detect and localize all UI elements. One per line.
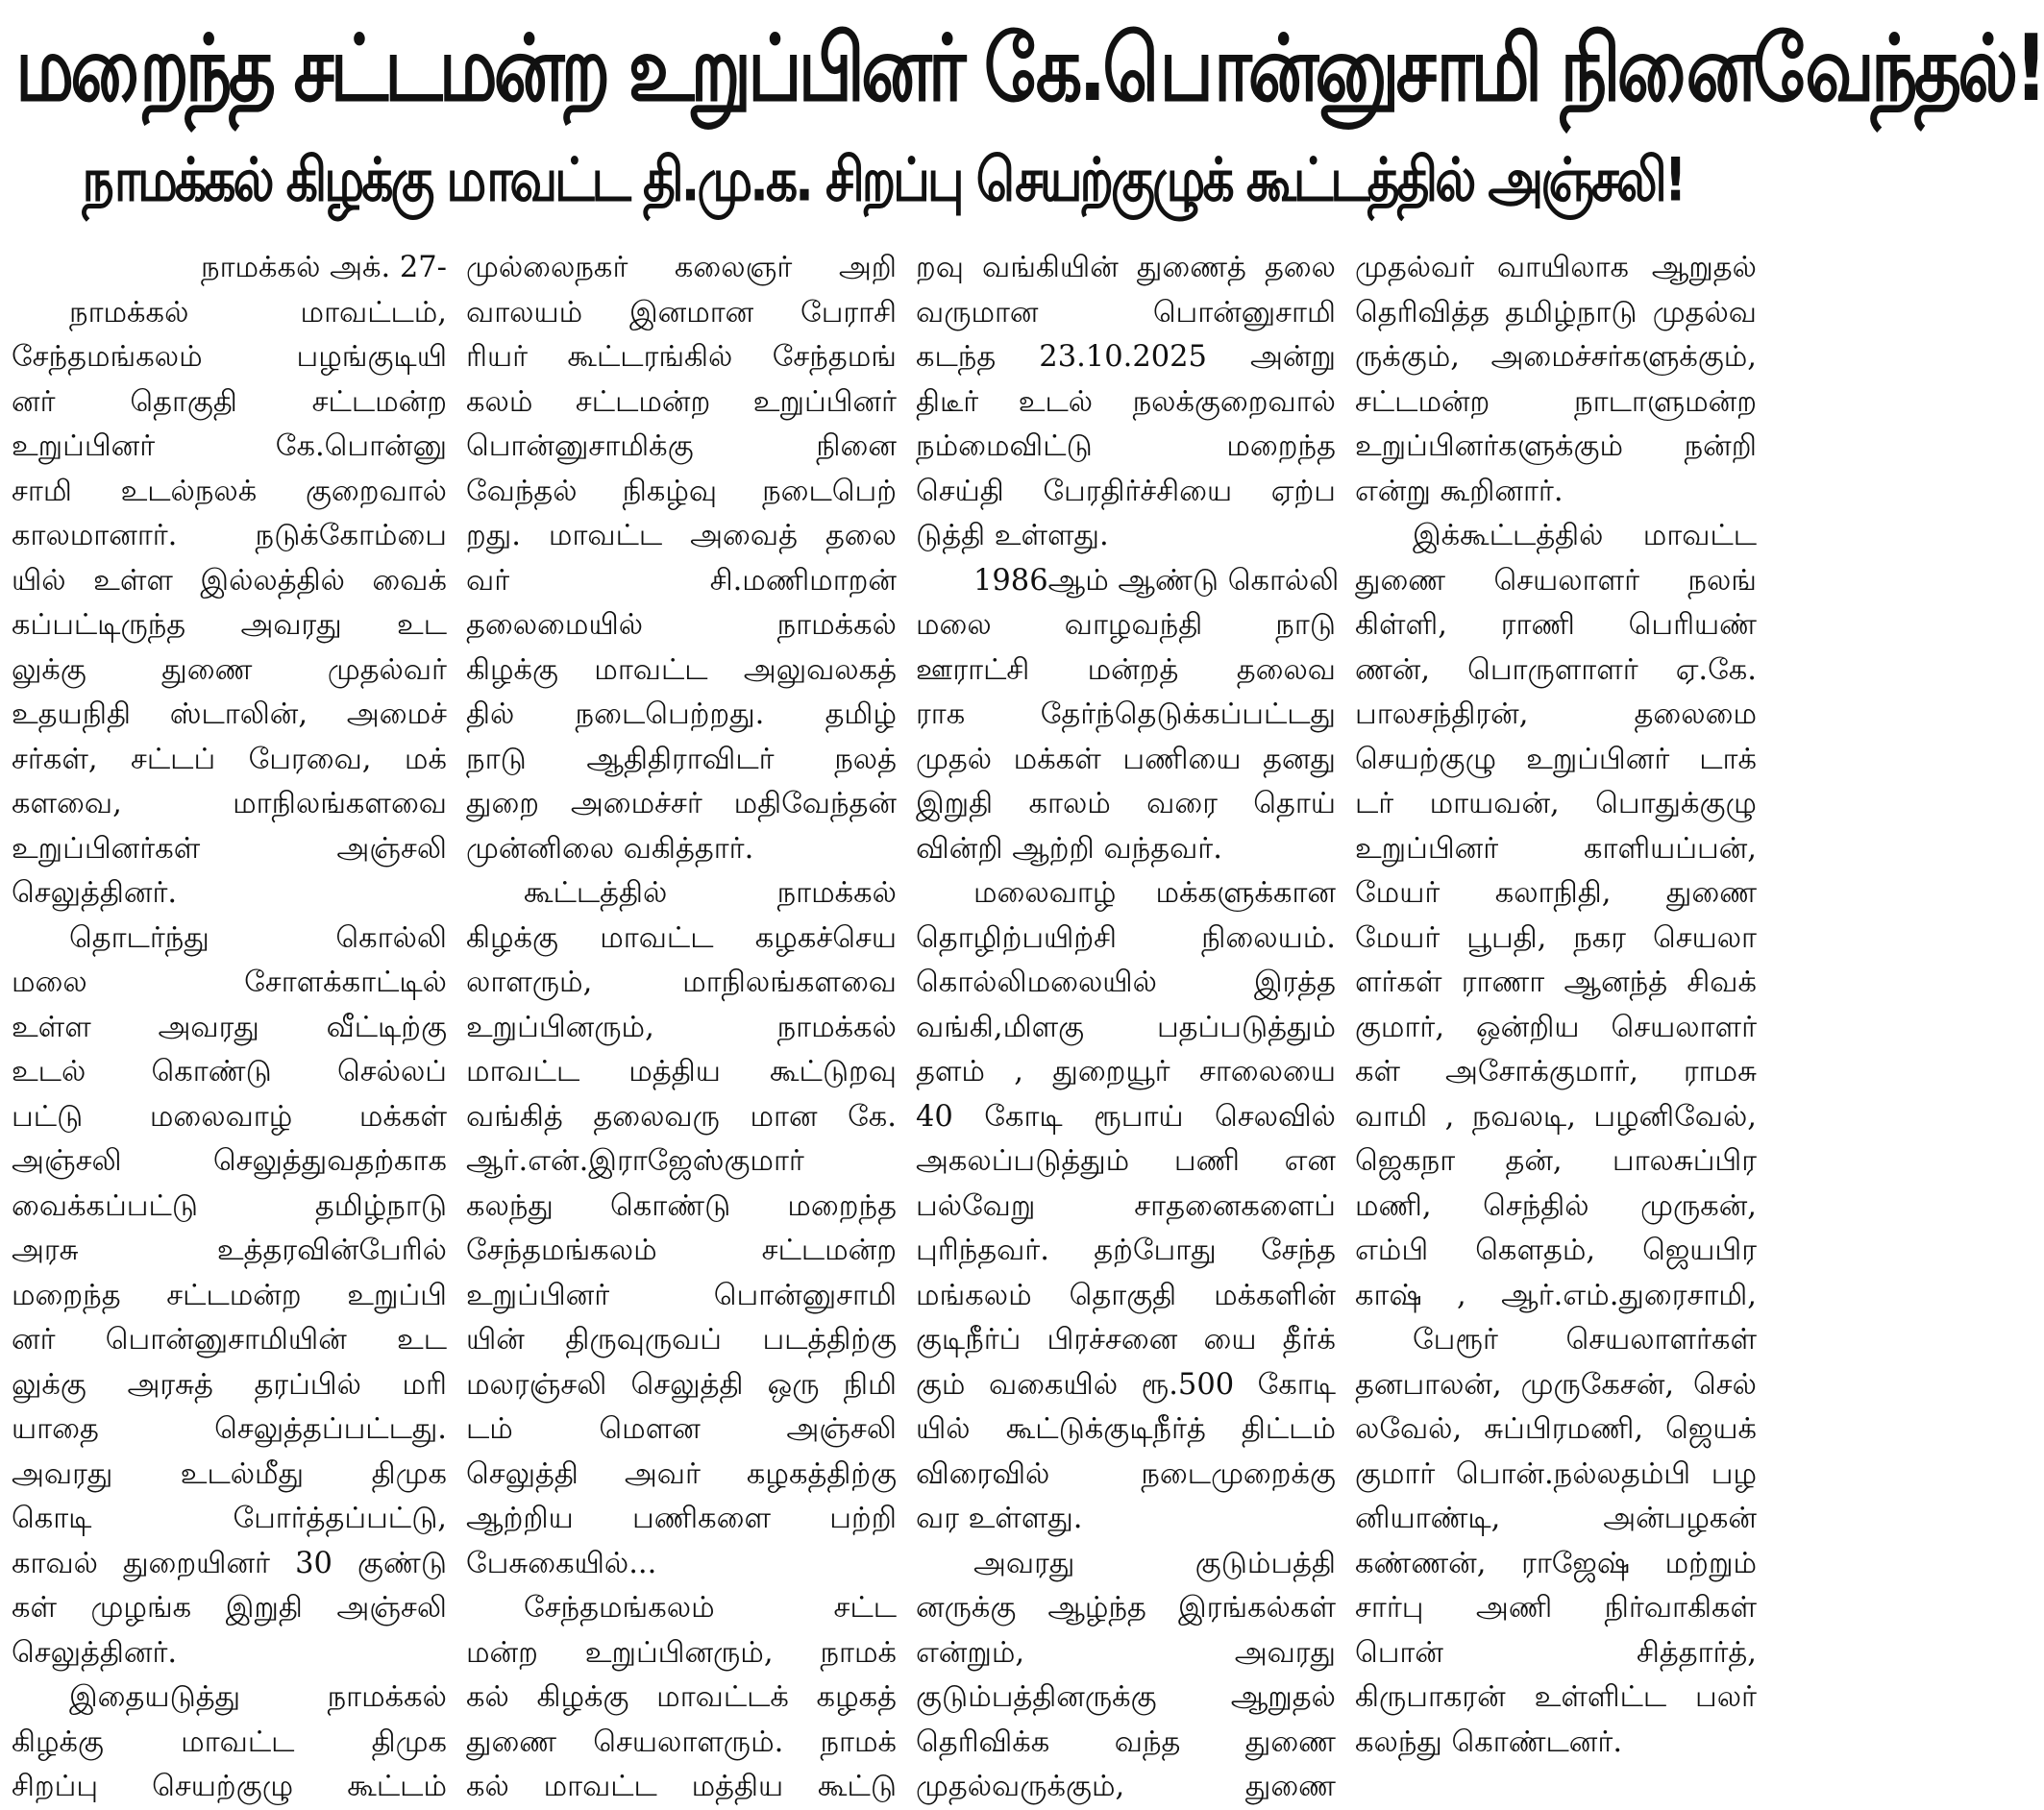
article-line: தெரிவித்த தமிழ்நாடு முதல்வ xyxy=(1355,295,1757,330)
article-line: சட்டமன்ற நாடாளுமன்ற xyxy=(1355,384,1757,419)
article-line: யில் கூட்டுக்குடிநீர்த் திட்டம் xyxy=(916,1412,1336,1446)
article-line: சேந்தமங்கலம் சட்டமன்ற xyxy=(466,1234,897,1267)
article-line: மன்ற உறுப்பினரும், நாமக் xyxy=(466,1635,897,1670)
article-line: பல்வேறு சாதனைகளைப் xyxy=(916,1188,1336,1223)
article-line: குமார் பொன்.நல்லதம்பி பழ xyxy=(1355,1456,1757,1491)
article-line: கிள்ளி, ராணி பெரியண் xyxy=(1355,608,1757,642)
article-line: களவை, மாநிலங்களவை xyxy=(12,787,447,820)
article-line: திடீர் உடல் நலக்குறைவால் xyxy=(916,384,1336,419)
article-line: னர் தொகுதி சட்டமன்ற xyxy=(12,384,447,419)
article-line: கும் வகையில் ரூ.500 கோடி xyxy=(916,1367,1336,1402)
article-line: வாலயம் இனமான பேராசி xyxy=(466,295,897,330)
article-line: எம்பி கௌதம், ஜெயபிர xyxy=(1355,1234,1757,1267)
article-line: காலமானார். நடுக்கோம்பை xyxy=(12,519,447,552)
article-line: னருக்கு ஆழ்ந்த இரங்கல்கள் xyxy=(916,1591,1336,1625)
article-line: குமார், ஒன்றிய செயலாளர் xyxy=(1355,1010,1757,1044)
article-line: வர் சி.மணிமாறன் xyxy=(466,563,897,598)
article-line: உறுப்பினரும், நாமக்கல் xyxy=(466,1010,897,1044)
article-line: லாளரும், மாநிலங்களவை xyxy=(466,966,897,999)
article-column-4 xyxy=(1345,246,1766,1759)
article-line: சேந்தமங்கலம் சட்ட xyxy=(524,1591,897,1625)
article-line: உறுப்பினர்கள் அஞ்சலி xyxy=(12,831,447,866)
article-line: உறுப்பினர் காளியப்பன், xyxy=(1355,831,1757,866)
article-column-1 xyxy=(0,246,456,1803)
article-line: காஷ் , ஆர்.எம்.துரைசாமி, xyxy=(1355,1278,1757,1312)
article-line: காவல் துறையினர் 30 குண்டு xyxy=(12,1546,447,1580)
article-line: கள் முழங்க இறுதி அஞ்சலி xyxy=(12,1591,447,1625)
article-line: கடந்த 23.10.2025 அன்று xyxy=(916,340,1336,374)
article-line: னியாண்டி, அன்பழகன் xyxy=(1355,1502,1757,1535)
article-line: யின் திருவுருவப் படத்திற்கு xyxy=(466,1323,897,1357)
article-line: இறுதி காலம் வரை தொய் xyxy=(916,787,1336,820)
article-line: தளம் , துறையூர் சாலையை xyxy=(916,1055,1336,1088)
article-line: இக்கூட்டத்தில் மாவட்ட xyxy=(1413,519,1757,552)
article-line: நாடு ஆதிதிராவிடர் நலத் xyxy=(466,742,897,776)
article-line: உதயநிதி ஸ்டாலின், அமைச் xyxy=(12,697,447,731)
article-line: வங்கி,மிளகு பதப்படுத்தும் xyxy=(916,1010,1336,1044)
article-line: ரியர் கூட்டரங்கில் சேந்தமங் xyxy=(466,340,897,374)
article-line: மேயர் பூபதி, நகர செயலா xyxy=(1355,920,1757,955)
article-line: பாலசந்திரன், தலைமை xyxy=(1355,697,1757,731)
article-line: லவேல், சுப்பிரமணி, ஜெயக் xyxy=(1355,1412,1757,1446)
article-line: கல் கிழக்கு மாவட்டக் கழகத் xyxy=(466,1680,897,1714)
article-line: வங்கித் தலைவரு மான கே. xyxy=(466,1099,897,1134)
article-line: பேரூர் செயலாளர்கள் xyxy=(1413,1323,1757,1357)
article-line: இதையடுத்து நாமக்கல் xyxy=(69,1680,447,1714)
article-line: வைக்கப்பட்டு தமிழ்நாடு xyxy=(12,1188,447,1223)
article-line: னர் பொன்னுசாமியின் உட xyxy=(12,1323,447,1357)
article-line: மலரஞ்சலி செலுத்தி ஒரு நிமி xyxy=(466,1367,897,1402)
article-line: கூட்டத்தில் நாமக்கல் xyxy=(524,876,897,910)
article-column-3 xyxy=(906,246,1345,1803)
article-line: யில் உள்ள இல்லத்தில் வைக் xyxy=(12,563,447,598)
article-line: ராக தேர்ந்தெடுக்கப்பட்டது xyxy=(916,697,1336,731)
article-line: செலுத்தினர். xyxy=(12,1635,178,1670)
article-line: தலைமையில் நாமக்கல் xyxy=(466,608,897,642)
article-column-2 xyxy=(456,246,906,1803)
article-line: 40 கோடி ரூபாய் செலவில் xyxy=(916,1099,1336,1134)
article-line: நாமக்கல் மாவட்டம், xyxy=(69,295,447,330)
article-line: றது. மாவட்ட அவைத் தலை xyxy=(466,519,897,552)
article-line: குடிநீர்ப் பிரச்சனை யை தீர்க் xyxy=(916,1323,1336,1357)
article-line: அவரது குடும்பத்தி xyxy=(973,1546,1336,1580)
article-line: சர்கள், சட்டப் பேரவை, மக் xyxy=(12,742,447,776)
article-line: சேந்தமங்கலம் பழங்குடியி xyxy=(12,340,447,374)
article-line: கண்ணன், ராஜேஷ் மற்றும் xyxy=(1355,1546,1757,1580)
article-line: தில் நடைபெற்றது. தமிழ் xyxy=(466,697,897,731)
article-line: முதல் மக்கள் பணியை தனது xyxy=(916,742,1336,776)
article-line: வருமான பொன்னுசாமி xyxy=(916,295,1336,330)
article-line: தனபாலன், முருகேசன், செல் xyxy=(1355,1367,1757,1402)
article-line: மலை வாழவந்தி நாடு xyxy=(916,608,1336,642)
article-line: தொழிற்பயிற்சி நிலையம். xyxy=(916,920,1336,955)
article-line: வேந்தல் நிகழ்வு நடைபெற் xyxy=(466,474,897,508)
article-line: 1986ஆம் ஆண்டு கொல்லி xyxy=(973,563,1340,598)
article-line: கிருபாகரன் உள்ளிட்ட பலர் xyxy=(1355,1680,1757,1714)
article-body xyxy=(0,246,1766,1803)
article-line: சார்பு அணி நிர்வாகிகள் xyxy=(1355,1591,1757,1625)
article-line: மணி, செந்தில் முருகன், xyxy=(1355,1188,1757,1223)
article-line: பட்டு மலைவாழ் மக்கள் xyxy=(12,1099,447,1134)
article-line: செலுத்தினர். xyxy=(12,876,178,910)
article-line: டர் மாயவன், பொதுக்குழு xyxy=(1355,787,1757,820)
article-line: ஆர்.என்.இராஜேஸ்குமார் xyxy=(466,1144,804,1178)
article-line: மங்கலம் தொகுதி மக்களின் xyxy=(916,1278,1336,1312)
article-line: ளர்கள் ராணா ஆனந்த் சிவக் xyxy=(1355,966,1757,999)
article-line: கலம் சட்டமன்ற உறுப்பினர் xyxy=(466,384,897,419)
article-line: நாமக்கல் அக். 27- xyxy=(201,251,447,284)
article-line: என்று கூறினார். xyxy=(1355,474,1564,508)
article-line: என்றும், அவரது xyxy=(916,1635,1336,1670)
article-line: துணை செயலாளரும். நாமக் xyxy=(466,1724,897,1759)
article-line: பொன் சித்தார்த், xyxy=(1355,1635,1757,1670)
article-line: யாதை செலுத்தப்பட்டது. xyxy=(12,1412,447,1446)
article-line: செய்தி பேரதிர்ச்சியை ஏற்ப xyxy=(916,474,1336,508)
article-line: மலைவாழ் மக்களுக்கான xyxy=(973,876,1336,910)
article-line: கொடி போர்த்தப்பட்டு, xyxy=(12,1502,447,1535)
article-line: வின்றி ஆற்றி வந்தவர். xyxy=(916,831,1222,866)
article-line: அவரது உடல்மீது திமுக xyxy=(12,1456,447,1491)
article-line: மேயர் கலாநிதி, துணை xyxy=(1355,876,1757,910)
article-line: ணன், பொருளாளர் ஏ.கே. xyxy=(1355,652,1757,687)
article-line: அஞ்சலி செலுத்துவதற்காக xyxy=(12,1144,447,1178)
article-line: ருக்கும், அமைச்சர்களுக்கும், xyxy=(1355,340,1757,374)
article-line: வர உள்ளது. xyxy=(916,1502,1083,1535)
article-line: அகலப்படுத்தும் பணி என xyxy=(916,1144,1336,1178)
article-line: கலந்து கொண்டு மறைந்த xyxy=(466,1188,897,1223)
article-line: தொடர்ந்து கொல்லி xyxy=(69,920,447,955)
article-line: முல்லைநகர் கலைஞர் அறி xyxy=(466,251,897,284)
article-line: செலுத்தி அவர் கழகத்திற்கு xyxy=(466,1456,897,1491)
article-line: கிழக்கு மாவட்ட கழகச்செய xyxy=(466,920,897,955)
article-line: கல் மாவட்ட மத்திய கூட்டு xyxy=(466,1770,897,1803)
article-line: ஊராட்சி மன்றத் தலைவ xyxy=(916,652,1336,687)
article-line: லுக்கு அரசுத் தரப்பில் மரி xyxy=(12,1367,447,1402)
article-line: பொன்னுசாமிக்கு நினை xyxy=(466,429,897,463)
article-line: வாமி , நவலடி, பழனிவேல், xyxy=(1355,1099,1757,1134)
article-line: கள் அசோக்குமார், ராமசு xyxy=(1355,1055,1757,1088)
article-line: முதல்வருக்கும், துணை xyxy=(916,1770,1336,1803)
article-line: கிழக்கு மாவட்ட திமுக xyxy=(12,1724,447,1759)
article-line: கொல்லிமலையில் இரத்த xyxy=(916,966,1336,999)
article-line: முதல்வர் வாயிலாக ஆறுதல் xyxy=(1355,251,1757,284)
article-line: ஆற்றிய பணிகளை பற்றி xyxy=(466,1502,897,1535)
article-line: கிழக்கு மாவட்ட அலுவலகத் xyxy=(466,652,897,687)
headline: மறைந்த சட்டமன்ற உறுப்பினர் கே.பொன்னுசாமி நினைவேந்தல்! xyxy=(15,14,2044,122)
article-line: டுத்தி உள்ளது. xyxy=(916,519,1109,552)
article-line: மலை சோளக்காட்டில் xyxy=(12,966,447,999)
article-line: விரைவில் நடைமுறைக்கு xyxy=(916,1456,1336,1491)
article-line: தெரிவிக்க வந்த துணை xyxy=(916,1724,1336,1759)
article-line: மாவட்ட மத்திய கூட்டுறவு xyxy=(466,1055,897,1088)
article-line: சிறப்பு செயற்குழு கூட்டம் xyxy=(12,1770,447,1803)
article-line: நம்மைவிட்டு மறைந்த xyxy=(916,429,1336,463)
article-line: உறுப்பினர்களுக்கும் நன்றி xyxy=(1355,429,1757,463)
article-line: ஜெகநா தன், பாலசுப்பிர xyxy=(1355,1144,1757,1178)
article-line: துணை செயலாளர் நலங் xyxy=(1355,563,1757,598)
article-line: லுக்கு துணை முதல்வர் xyxy=(12,652,447,687)
article-line: உறுப்பினர் கே.பொன்னு xyxy=(12,429,447,463)
article-line: கப்பட்டிருந்த அவரது உட xyxy=(12,608,447,642)
article-line: உடல் கொண்டு செல்லப் xyxy=(12,1055,447,1088)
article-line: றவு வங்கியின் துணைத் தலை xyxy=(916,251,1336,284)
article-line: மறைந்த சட்டமன்ற உறுப்பி xyxy=(12,1278,447,1312)
article-line: புரிந்தவர். தற்போது சேந்த xyxy=(916,1234,1336,1267)
subheadline: நாமக்கல் கிழக்கு மாவட்ட தி.மு.க. சிறப்பு செயற்குழுக் கூட்டத்தில் அஞ்சலி! xyxy=(82,146,1685,215)
article-line: குடும்பத்தினருக்கு ஆறுதல் xyxy=(916,1680,1336,1714)
article-line: துறை அமைச்சர் மதிவேந்தன் xyxy=(466,787,897,820)
article-line: முன்னிலை வகித்தார். xyxy=(466,831,754,866)
article-line: சாமி உடல்நலக் குறைவால் xyxy=(12,474,447,508)
article-line: டம் மௌன அஞ்சலி xyxy=(466,1412,897,1446)
article-line: பேசுகையில்... xyxy=(466,1546,657,1580)
article-line: கலந்து கொண்டனர். xyxy=(1355,1724,1623,1759)
article-line: உறுப்பினர் பொன்னுசாமி xyxy=(466,1278,897,1312)
article-line: உள்ள அவரது வீட்டிற்கு xyxy=(12,1010,447,1044)
article-line: அரசு உத்தரவின்பேரில் xyxy=(12,1234,447,1267)
article-line: செயற்குழு உறுப்பினர் டாக் xyxy=(1355,742,1757,776)
